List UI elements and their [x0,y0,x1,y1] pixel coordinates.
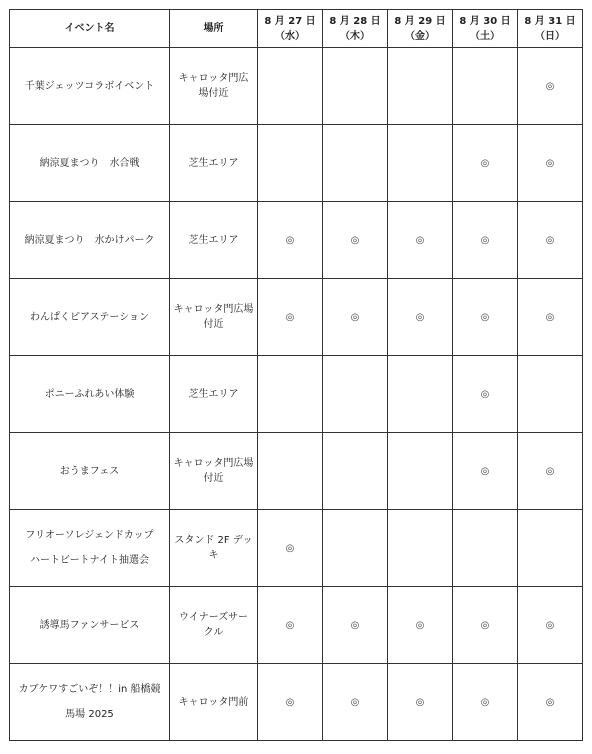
place-cell [170,664,258,741]
date-cell [323,356,388,433]
date-cell [388,48,453,125]
held-mark: ◎ [415,311,425,323]
header-date [323,10,388,48]
event-name-cell [10,587,170,664]
event-name-cell [10,356,170,433]
date-cell [258,433,323,510]
held-mark: ◎ [285,696,295,708]
event-name-line: 千葉ジェッツコラボイベント [24,80,155,92]
held-mark: ◎ [415,234,425,246]
date-cell [323,125,388,202]
header-place: 場所 [170,10,258,48]
event-name-cell [10,279,170,356]
line-gap [10,697,169,707]
event-schedule-table [9,9,583,741]
held-mark: ◎ [415,619,425,631]
held-mark: ◎ [285,542,295,554]
date-cell [518,587,583,664]
place-cell [170,510,258,587]
date-cell [388,125,453,202]
event-name-cell [10,433,170,510]
held-mark: ◎ [350,311,360,323]
held-mark: ◎ [415,696,425,708]
held-mark: ◎ [545,465,555,477]
date-cell [453,279,518,356]
header-date-label: 8 月 30 日 [459,15,511,27]
place-line: 芝生エリア [188,234,239,246]
date-cell [388,510,453,587]
event-name-cell [10,664,170,741]
place-line: 場付近 [198,88,229,99]
place-cell [170,125,258,202]
date-cell [518,433,583,510]
place-line: クル [203,627,224,638]
held-mark: ◎ [480,234,490,246]
date-cell [323,664,388,741]
event-name-line: おうまフェス [59,465,120,477]
event-name-cell [10,510,170,587]
place-cell [170,587,258,664]
date-cell [323,510,388,587]
place-cell [170,279,258,356]
date-cell [258,48,323,125]
header-date-label: 8 月 29 日 [394,15,446,27]
date-cell [323,202,388,279]
place-cell [170,356,258,433]
table-row [10,664,583,741]
header-weekday-label: （水） [275,30,305,42]
header-date [388,10,453,48]
event-name-line: 誘導馬ファンサービス [39,619,140,631]
line-gap [10,543,169,553]
date-cell [323,587,388,664]
held-mark: ◎ [545,234,555,246]
header-weekday-label: （日） [535,30,565,42]
header-event-name: イベント名 [10,10,170,48]
date-cell [258,202,323,279]
date-cell [388,356,453,433]
table-row [10,587,583,664]
date-cell [453,664,518,741]
header-weekday-label: （金） [405,30,435,42]
date-cell [518,125,583,202]
date-cell [453,125,518,202]
event-name-line: ハートビートナイト抽選会 [30,555,149,566]
place-line: キ [208,550,219,561]
table-row [10,279,583,356]
event-name-cell [10,202,170,279]
date-cell [453,48,518,125]
date-cell [258,664,323,741]
place-line: 付近 [203,473,224,484]
held-mark: ◎ [350,696,360,708]
header-date-label: 8 月 27 日 [264,15,316,27]
held-mark: ◎ [545,311,555,323]
header-date [453,10,518,48]
held-mark: ◎ [480,388,490,400]
place-line: 芝生エリア [188,388,239,400]
table-row [10,433,583,510]
header-weekday-label: （土） [470,30,500,42]
date-cell [518,48,583,125]
date-cell [258,279,323,356]
place-line: キャロッタ門前 [178,696,249,708]
header-date [518,10,583,48]
date-cell [323,433,388,510]
event-name-cell [10,125,170,202]
event-name-line: 納涼夏まつり 水合戦 [39,157,140,169]
event-name-line: 納涼夏まつり 水かけパーク [24,234,155,246]
table-row [10,48,583,125]
date-cell [518,510,583,587]
date-cell [453,510,518,587]
date-cell [258,356,323,433]
date-cell [518,664,583,741]
event-name-line: ポニーふれあい体験 [44,388,135,400]
date-cell [258,125,323,202]
header-row [10,10,583,48]
event-name-line: 馬場 2025 [65,709,114,720]
date-cell [388,433,453,510]
header-date [258,10,323,48]
place-cell [170,48,258,125]
held-mark: ◎ [545,619,555,631]
date-cell [518,279,583,356]
header-date-label: 8 月 31 日 [524,15,576,27]
event-name-line: わんぱくピアステーション [30,311,149,323]
event-name-cell [10,48,170,125]
date-cell [258,510,323,587]
place-line: キャロッタ門広場 [173,458,254,469]
place-line: スタンド 2F デッ [174,535,253,546]
held-mark: ◎ [285,311,295,323]
date-cell [388,202,453,279]
header-date-label: 8 月 28 日 [329,15,381,27]
held-mark: ◎ [480,696,490,708]
event-name-line: カブケワすごいぞ！！in 船橋競 [18,684,161,695]
event-name-line: フリオーソレジェンドカップ [25,530,154,541]
held-mark: ◎ [480,311,490,323]
place-line: 付近 [203,319,224,330]
date-cell [518,202,583,279]
place-cell [170,433,258,510]
date-cell [388,587,453,664]
place-line: ウイナーズサー [179,612,248,623]
table-row [10,125,583,202]
date-cell [258,587,323,664]
held-mark: ◎ [285,234,295,246]
date-cell [453,356,518,433]
date-cell [388,279,453,356]
held-mark: ◎ [480,157,490,169]
held-mark: ◎ [285,619,295,631]
place-line: キャロッタ門広 [178,73,249,84]
date-cell [323,48,388,125]
date-cell [453,433,518,510]
held-mark: ◎ [545,696,555,708]
date-cell [388,664,453,741]
table-row [10,202,583,279]
header-weekday-label: （木） [340,30,370,42]
held-mark: ◎ [545,157,555,169]
date-cell [323,279,388,356]
date-cell [453,587,518,664]
place-cell [170,202,258,279]
held-mark: ◎ [350,234,360,246]
date-cell [453,202,518,279]
date-cell [518,356,583,433]
held-mark: ◎ [480,465,490,477]
held-mark: ◎ [350,619,360,631]
table-row [10,510,583,587]
place-line: 芝生エリア [188,157,239,169]
schedule-body [10,48,583,741]
table-row [10,356,583,433]
held-mark: ◎ [480,619,490,631]
held-mark: ◎ [545,80,555,92]
place-line: キャロッタ門広場 [173,304,254,315]
